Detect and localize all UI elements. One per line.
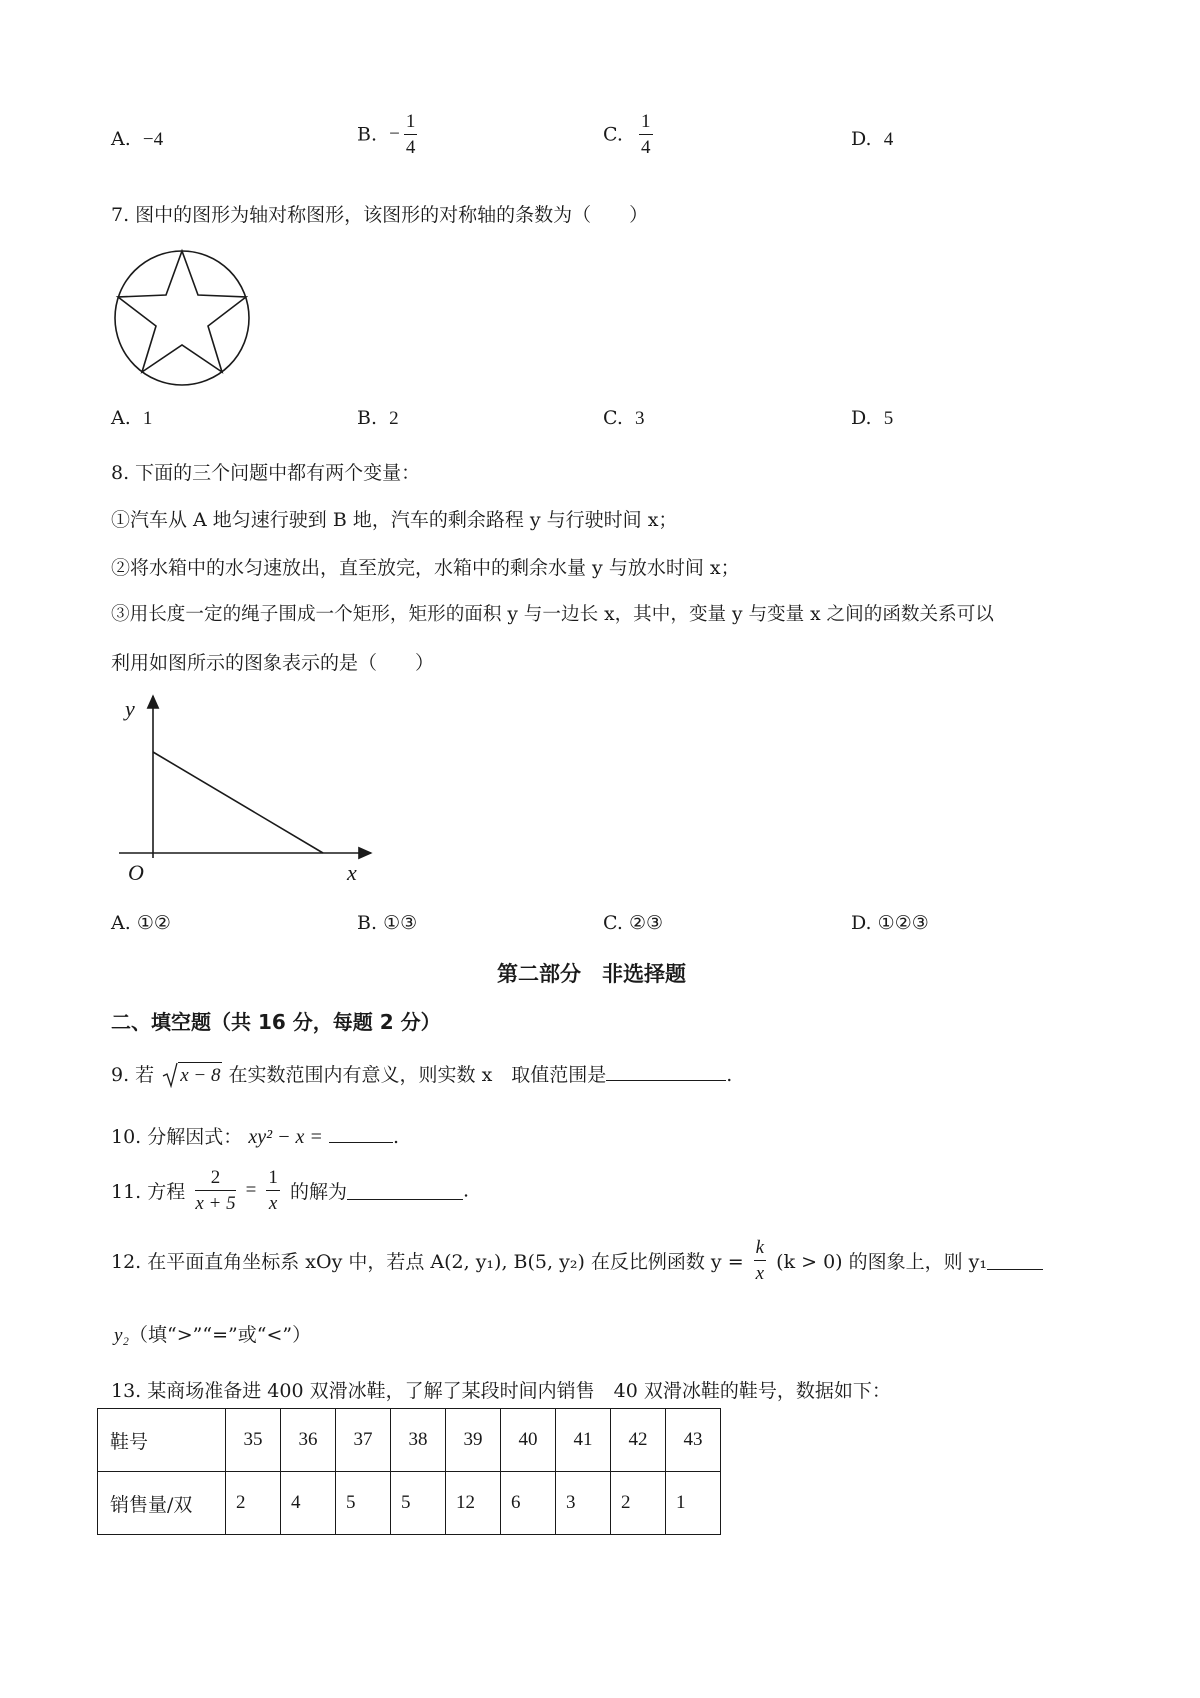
table-row (98, 1409, 721, 1472)
part2-title: 第二部分 非选择题 (497, 962, 686, 986)
q8-option-b: B. ①③ (357, 912, 418, 934)
q6-option-b: B. − $\frac{1}{4}$ (357, 111, 416, 158)
q13-stem: 13. 某商场准备进 400 双滑冰鞋，了解了某段时间内销售 40 双滑冰鞋的鞋号，数据如下： (111, 1380, 891, 1402)
q7-stem: 7. 图中的图形为轴对称图形，该图形的对称轴的条数为（ ） (111, 204, 649, 226)
q8-item-1: ①汽车从 A 地匀速行驶到 B 地，汽车的剩余路程 y 与行驶时间 x； (111, 509, 678, 531)
q8-item-2: ②将水箱中的水匀速放出，直至放完，水箱中的剩余水量 y 与放水时间 x； (111, 557, 740, 579)
table-cell: 35 (226, 1409, 281, 1472)
table-cell: 39 (446, 1409, 501, 1472)
q7-option-d: D. 5 (851, 407, 894, 429)
table-cell: 2 (611, 1472, 666, 1535)
sqrt-expression: x − 8 (162, 1064, 222, 1087)
q8-option-c: C. ②③ (603, 912, 664, 934)
graph-y-label: y (125, 696, 135, 721)
table-cell: 6 (501, 1472, 556, 1535)
table-cell: 5 (391, 1472, 446, 1535)
q9: 9. 若 x − 8 在实数范围内有意义，则实数 x 取值范围是 . (111, 1064, 733, 1086)
table-cell: 42 (611, 1409, 666, 1472)
q6-option-c: C. $\frac{1}{4}$ (603, 111, 651, 158)
q8-option-a: A. ①② (111, 912, 171, 934)
q8-graph (115, 688, 375, 888)
table-cell: 43 (666, 1409, 721, 1472)
q8-option-d: D. ①②③ (851, 912, 929, 934)
table-cell: 41 (556, 1409, 611, 1472)
table-cell: 4 (281, 1472, 336, 1535)
table-row-header-sales: 销售量/双 (98, 1472, 226, 1535)
q6-option-a: A. −4 (111, 128, 164, 150)
table-cell: 38 (391, 1409, 446, 1472)
graph-x-label: x (347, 860, 357, 885)
table-cell: 3 (556, 1472, 611, 1535)
table-cell: 37 (336, 1409, 391, 1472)
star-in-circle-figure (112, 248, 252, 388)
table-row-header-size: 鞋号 (98, 1409, 226, 1472)
table-cell: 40 (501, 1409, 556, 1472)
q8-stem: 8. 下面的三个问题中都有两个变量： (111, 462, 421, 484)
graph-origin-label: O (128, 860, 144, 885)
section-title: 二、填空题（共 16 分，每题 2 分） (111, 1010, 441, 1034)
table-cell: 12 (446, 1472, 501, 1535)
q12-line-1: 12. 在平面直角坐标系 xOy 中，若点 A(2, y₁), B(5, y₂) 在反比例函数 y = $\frac{k}{x}$ (k > 0) 的图象上，则 y₁ (111, 1238, 1043, 1283)
q7-option-b: B. 2 (357, 407, 399, 429)
table-cell: 2 (226, 1472, 281, 1535)
figure-circle (115, 251, 249, 385)
q10: 10. 分解因式： xy² − x = . (111, 1126, 400, 1148)
table-cell: 36 (281, 1409, 336, 1472)
q10-answer-blank[interactable] (329, 1124, 393, 1143)
table-cell: 5 (336, 1472, 391, 1535)
q8-item-3-cont: 利用如图所示的图象表示的是（ ） (111, 652, 435, 674)
q12-line-2: y₂（填“>”“=”或“<”） (114, 1324, 312, 1346)
q9-answer-blank[interactable] (606, 1062, 726, 1081)
shoe-size-table (97, 1408, 721, 1535)
table-row (98, 1472, 721, 1535)
radical-sign-icon (162, 1062, 178, 1088)
q7-option-c: C. 3 (603, 407, 645, 429)
q11-answer-blank[interactable] (347, 1181, 463, 1200)
q12-answer-blank[interactable] (987, 1251, 1043, 1270)
table-cell: 1 (666, 1472, 721, 1535)
q8-item-3: ③用长度一定的绳子围成一个矩形，矩形的面积 y 与一边长 x，其中，变量 y 与变量 x 之间的函数关系可以 (111, 604, 994, 625)
decreasing-line (153, 752, 323, 853)
q6-option-d: D. 4 (851, 128, 894, 150)
q11: 11. 方程 $\frac{2}{x + 5}$ = $\frac{1}{x}$ 的解为 . (111, 1167, 469, 1214)
q7-option-a: A. 1 (111, 407, 153, 429)
